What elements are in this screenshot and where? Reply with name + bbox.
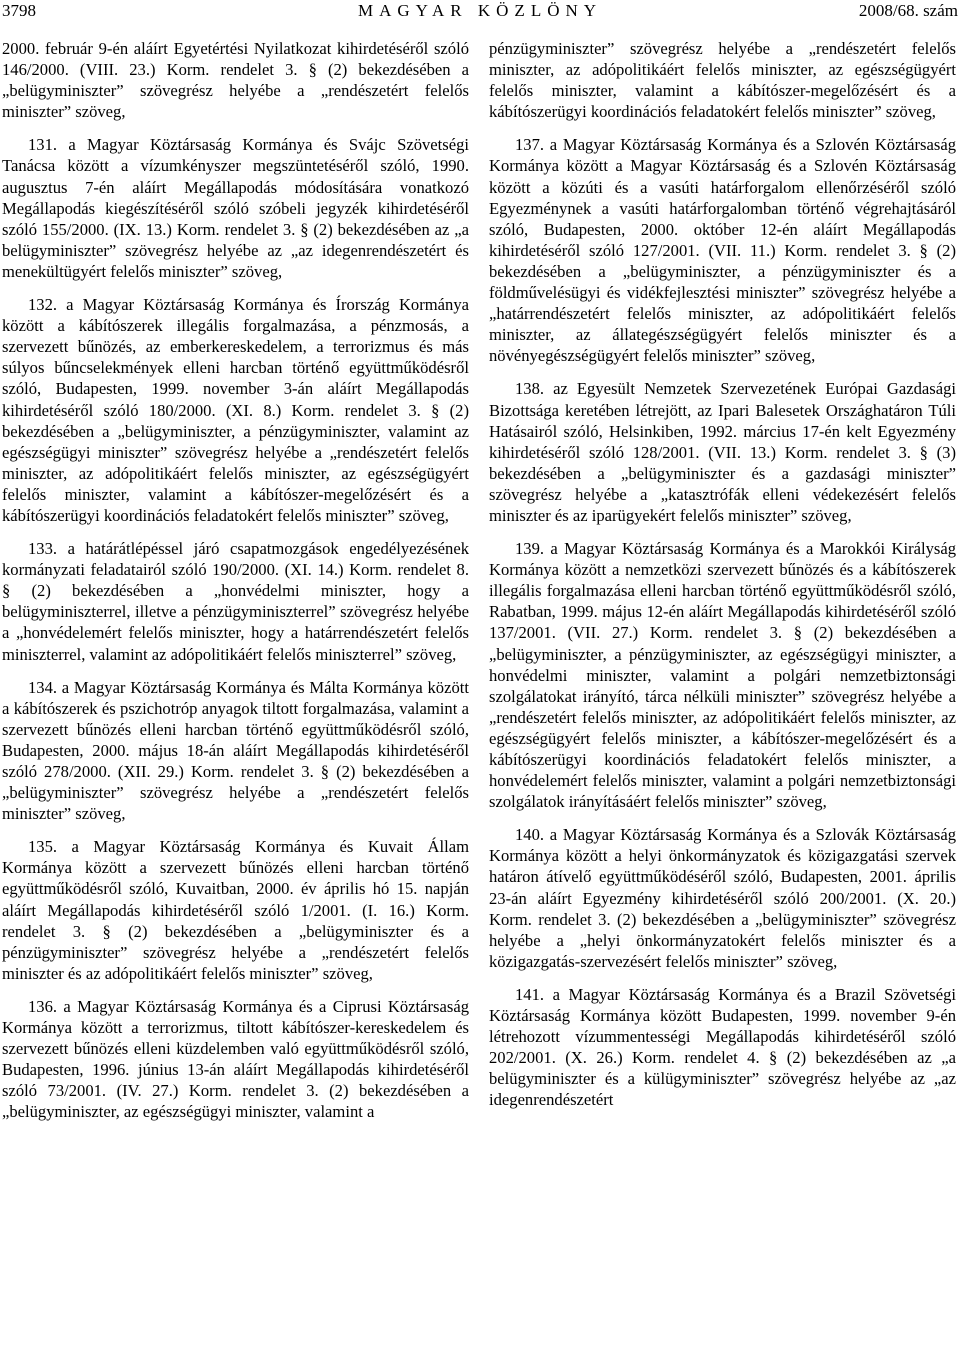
paragraph: 135. a Magyar Köztársaság Kormánya és Kuvait Állam Kormánya között a szervezett bűnözés elleni harcban történő együttműködésről szóló, Kuvaitban, 2000. év április hó 15. napján aláírt Megállapodás kihirdetéséről szóló 1/2001. (I. 16.) Korm. rendelet 3. § (2) bekezdésében a „belügyminiszter és a pénzügyminiszter” szövegrész helyébe a „rendészetért felelős miniszter és az adópolitikáért felelős miniszter” szöveg, [2, 837, 469, 983]
issue-number: 2008/68. szám [858, 1, 958, 20]
paragraph: 134. a Magyar Köztársaság Kormánya és Málta Kormánya között a kábítószerek és pszichotróp anyagok tiltott forgalmazása, valamint a szervezett bűnözés elleni harcban történő együttműködésről szóló, Budapesten, 2000. május 18-án aláírt Megállapodás kihirdetéséről szóló 278/2000. (XII. 29.) Korm. rendelet 3. § (2) bekezdésében a „belügyminiszter” szövegrész helyébe a „rendészetért felelős miniszter” szöveg, [2, 677, 469, 824]
right-column [489, 38, 956, 1123]
paragraph: pénzügyminiszter” szövegrész helyébe a „rendészetért felelős miniszter, az adópolitikáért felelős miniszter, az egészségügyért felelős miniszter, valamint a kábítószer-megelőzésért és a kábítószerügyi koordinációs feladatokért felelős miniszter” szöveg, [489, 39, 956, 122]
paragraph: 132. a Magyar Köztársaság Kormánya és Írország Kormánya között a kábítószerek illegális forgalmazása, a pénzmosás, a szervezett bűnözés, az emberkereskedelem, a terrorizmus és más súlyos bűncselekmények elleni harcban történő együttműködésről szóló, Budapesten, 1999. november 3-án aláírt Megállapodás kihirdetéséről szóló 180/2000. (XI. 8.) Korm. rendelet 3. § (2) bekezdésében a „belügyminiszter, a pénzügyminiszter, valamint az egészségügyi miniszter” szövegrész helyébe a „rendészetért felelős miniszter, az adópolitikáért felelős miniszter, az egészségügyért felelős miniszter, valamint a kábítószer-megelőzésért és a kábítószerügyi koordinációs feladatokért felelős miniszter” szöveg, [2, 295, 469, 525]
paragraph: 137. a Magyar Köztársaság Kormánya és a Szlovén Köztársaság Kormánya között a Magyar Köztársaság és a Szlovén Köztársaság között a közúti és a vasúti határforgalom ellenőrzéséről szóló Egyezménynek a vasúti határforgalomban történő végrehajtásáról szóló, Budapesten, 2000. október 12-én aláírt Megállapodás kihirdetéséről szóló 127/2001. (VII. 11.) Korm. rendelet 3. § (2) bekezdésében a „belügyminiszter, a pénzügyminiszter és a földművelésügyi és vidékfejlesztési miniszter” szövegrész helyébe a „határrendészetért felelős miniszter, az adópolitikáért felelős miniszter, az állategészségügyért felelős miniszter és a növényegészségügyért felelős miniszter” szöveg, [489, 135, 956, 366]
page-number: 3798 [2, 1, 36, 20]
journal-title: MAGYAR KÖZLÖNY [357, 1, 603, 20]
paragraph: 133. a határátlépéssel járó csapatmozgások engedélyezésének kormányzati feladatairól szóló 190/2000. (XI. 14.) Korm. rendelet 8. § (2) bekezdésében a „honvédelmi miniszter, hogy a belügyminiszterrel, illetve a pénzügyminiszterrel” szövegrész helyébe a „honvédelemért felelős miniszter, hogy a határrendészetért felelős miniszterrel, valamint az adópolitikáért felelős miniszterrel” szöveg, [2, 539, 469, 664]
paragraph: 139. a Magyar Köztársaság Kormánya és a Marokkói Királyság Kormánya között a nemzetközi szervezett bűnözés és a kábítószerek illegális forgalmazása elleni harcban történő együttműködésről szóló, Rabatban, 1999. május 12-én aláírt Megállapodás kihirdetéséről szóló 137/2001. (VII. 27.) Korm. rendelet 3. § (2) bekezdésében a „belügyminiszter, a pénzügyminiszter, az egészségügyi miniszter, a honvédelmi miniszter, valamint a polgári nemzetbiztonsági szolgálatokat irányító, tárca nélküli miniszter” szövegrész helyébe a „rendészetért felelős miniszter, az adópolitikáért felelős miniszter, az egészségügyért felelős miniszter, a kábítószer-megelőzésért és a kábítószerügyi koordinációs feladatokért felelős miniszter, a honvédelemért felelős miniszter, valamint a polgári nemzetbiztonsági szolgálatok irányításáért felelős miniszter” szöveg, [489, 539, 956, 812]
paragraph: 136. a Magyar Köztársaság Kormánya és a Ciprusi Köztársaság Kormánya között a terrorizmus, tiltott kábítószer-kereskedelem és szervezett bűnözés elleni küzdelemben való együttműködésről szóló, Budapesten, 1996. június 13-án aláírt Megállapodás kihirdetéséről szóló 73/2001. (IV. 27.) Korm. rendelet 3. (2) bekezdésében a „belügyminiszter, az egészségügyi miniszter, valamint a [2, 996, 469, 1122]
left-column [2, 38, 469, 1135]
paragraph: 140. a Magyar Köztársaság Kormánya és a Szlovák Köztársaság Kormánya között a helyi önkormányzatok és közigazgatási szervek határon átívelő együttműködéséről szóló, Budapesten, 2001. április 23-án aláírt Egyezmény kihirdetéséről szóló 200/2001. (X. 20.) Korm. rendelet 3. (2) bekezdésében a „belügyminiszter” szövegrész helyébe a „helyi önkormányzatokért felelős miniszter és a közigazgatás-szervezésért felelős miniszter” szöveg, [489, 825, 956, 971]
paragraph: 138. az Egyesült Nemzetek Szervezetének Európai Gazdasági Bizottsága keretében létrejött, az Ipari Balesetek Országhatáron Túli Hatásairól szóló, Helsinkiben, 1992. március 17-én kelt Egyezmény kihirdetéséről szóló 128/2001. (VII. 13.) Korm. rendelet 3. § (3) bekezdésében a „belügyminiszter és a gazdasági miniszter” szövegrész helyébe a „katasztrófák elleni védekezésért felelős miniszter és az iparügyekért felelős miniszter” szöveg, [489, 379, 956, 525]
paragraph: 141. a Magyar Köztársaság Kormánya és a Brazil Szövetségi Köztársaság Kormánya között Budapesten, 1999. november 9-én létrehozott vízummentességi Megállapodás kihirdetéséről szóló 202/2001. (X. 26.) Korm. rendelet 4. § (2) bekezdésében az „a belügyminiszter és a külügyminiszter” szövegrész helyébe az „az idegenrendészetért [489, 984, 956, 1110]
page-header [2, 0, 958, 26]
paragraph: 2000. február 9-én aláírt Egyetértési Nyilatkozat kihirdetéséről szóló 146/2000. (VIII. 23.) Korm. rendelet 3. § (2) bekezdésében a „belügyminiszter” szövegrész helyébe a „rendészetért felelős miniszter” szöveg, [2, 39, 469, 122]
paragraph: 131. a Magyar Köztársaság Kormánya és Svájc Szövetségi Tanácsa között a vízumkényszer megszüntetéséről szóló, 1990. augusztus 7-én aláírt Megállapodás módosítására vonatkozó Megállapodás kiegészítéséről szóló szóbeli jegyzék kihirdetéséről szóló 155/2000. (IX. 13.) Korm. rendelet 3. § (2) bekezdésében az „a belügyminiszter” szövegrész helyébe az „az idegenrendészetért és menekültügyért felelős miniszter” szöveg, [2, 135, 469, 281]
